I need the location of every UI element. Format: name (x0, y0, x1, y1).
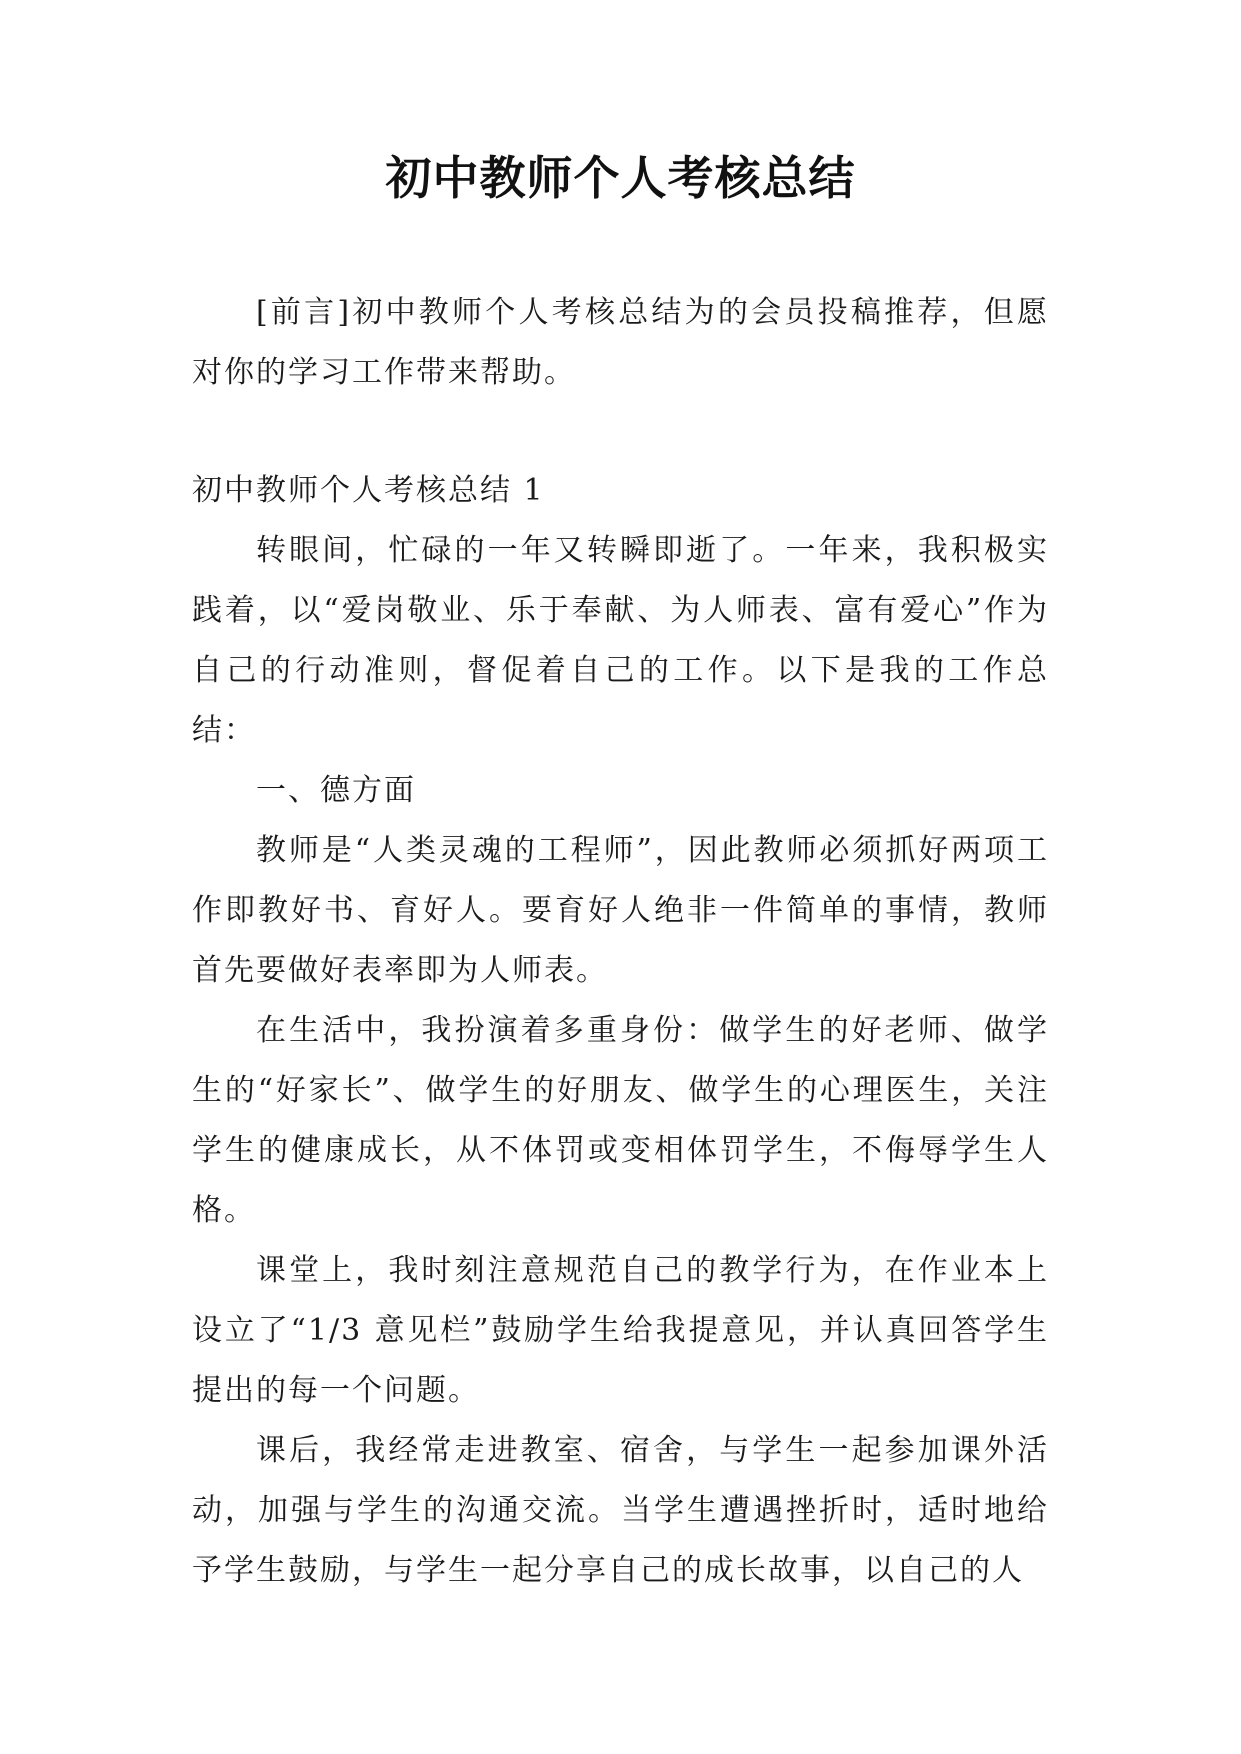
intro-paragraph: [前言]初中教师个人考核总结为的会员投稿推荐，但愿对你的学习工作带来帮助。 (192, 295, 1049, 390)
paragraph: 课后，我经常走进教室、宿舍，与学生一起参加课外活动，加强与学生的沟通交流。当学生遭遇挫折时，适时地给予学生鼓励，与学生一起分享自己的成长故事，以自己的人 (192, 1433, 1049, 1588)
page-title: 初中教师个人考核总结 (385, 151, 856, 205)
subheading-ethics: 一、德方面 (256, 773, 416, 808)
paragraph: 教师是“人类灵魂的工程师”，因此教师必须抓好两项工作即教好书、育好人。要育好人绝非一件简单的事情，教师首先要做好表率即为人师表。 (192, 833, 1049, 988)
paragraph: 转眼间，忙碌的一年又转瞬即逝了。一年来，我积极实践着，以“爱岗敬业、乐于奉献、为人师表、富有爱心”作为自己的行动准则，督促着自己的工作。以下是我的工作总结： (192, 533, 1049, 748)
intro-block (192, 283, 1049, 403)
main-body (192, 461, 1049, 1601)
paragraph: 在生活中，我扮演着多重身份：做学生的好老师、做学生的“好家长”、做学生的好朋友、做学生的心理医生，关注学生的健康成长，从不体罚或变相体罚学生，不侮辱学生人格。 (192, 1013, 1049, 1228)
paragraph: 课堂上，我时刻注意规范自己的教学行为，在作业本上设立了“1/3 意见栏”鼓励学生给我提意见，并认真回答学生提出的每一个问题。 (192, 1253, 1049, 1408)
section-title: 初中教师个人考核总结 1 (192, 473, 545, 508)
